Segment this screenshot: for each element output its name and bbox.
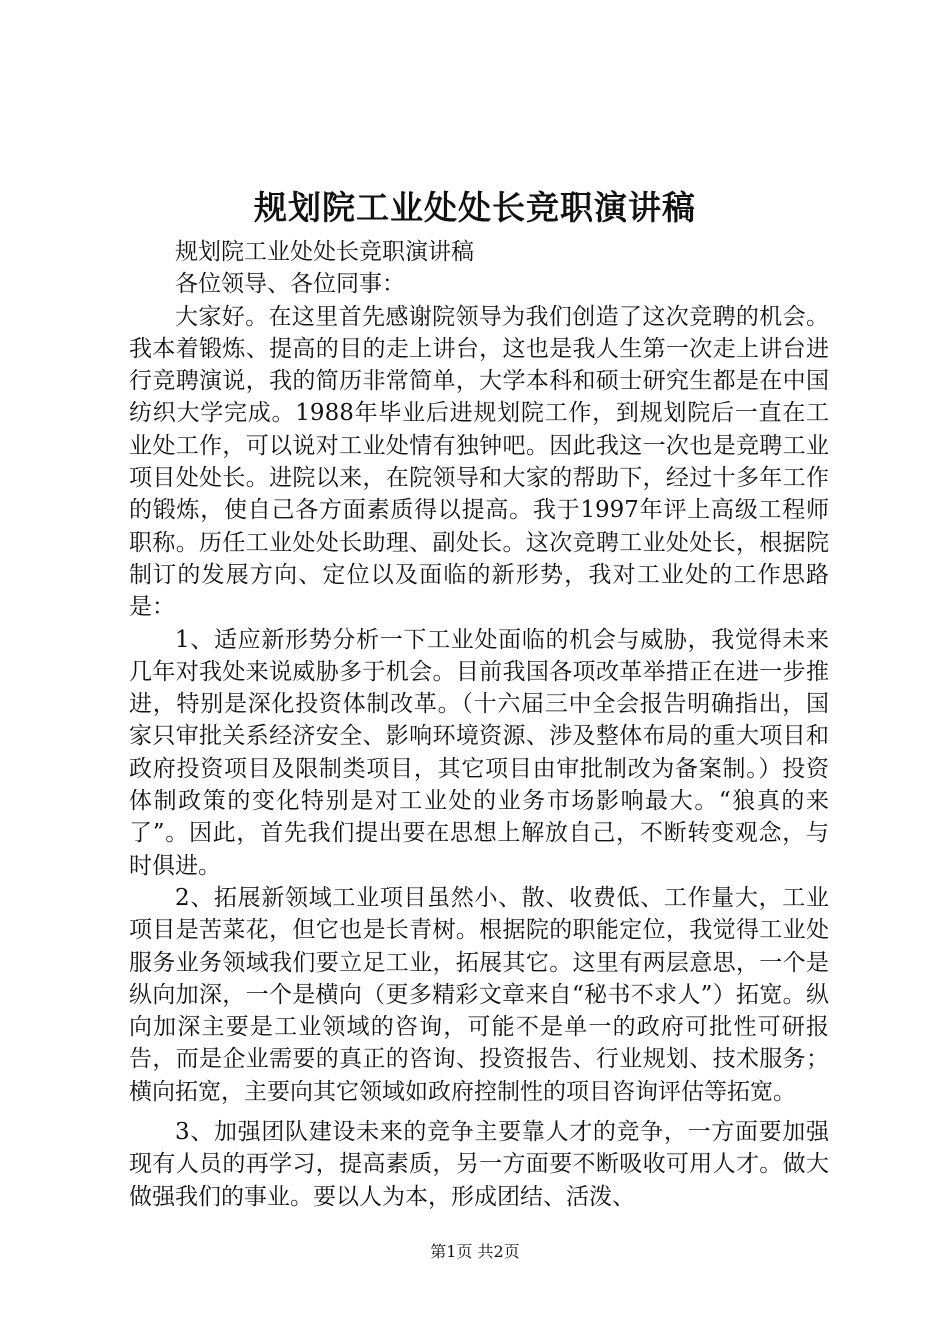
paragraph-subtitle: 规划院工业处处长竞职演讲稿 [175,239,474,265]
paragraph-salutation: 各位领导、各位同事： [175,271,405,298]
page-footer: 第1页 共2页 [430,1242,520,1261]
document-title: 规划院工业处处长竞职演讲稿 [254,188,696,227]
paragraph-point-3: 3、加强团队建设未来的竞争主要靠人才的竞争，一方面要加强现有人员的再学习，提高素质，另一方面要不断吸收可用人才。做大做强我们的事业。要以人为本，形成团结、活泼、 [129,1119,829,1210]
paragraph-point-1: 1、适应新形势分析一下工业处面临的机会与威胁，我觉得未来几年对我处来说威胁多于机会。目前我国各项改革举措正在进一步推进，特别是深化投资体制改革。（十六届三中全会报告明确指出，国家只审批关系经济安全、影响环境资源、涉及整体布局的重大项目和政府投资项目及限制类项目，其它项目由审批制改为备案制。）投资体制政策的变化特别是对工业处的业务市场影响最大。“狼真的来了”。因此，首先我们提出要在思想上解放自己，不断转变观念，与时俱进。 [129,626,829,879]
document-body [129,236,829,1213]
paragraph-point-2: 2、拓展新领域工业项目虽然小、散、收费低、工作量大，工业项目是苦菜花，但它也是长青树。根据院的职能定位，我觉得工业处服务业务领域我们要立足工业，拓展其它。这里有两层意思，一个是纵向加深，一个是横向（更多精彩文章来自“秘书不求人”）拓宽。纵向加深主要是工业领域的咨询，可能不是单一的政府可批性可研报告，而是企业需要的真正的咨询、投资报告、行业规划、技术服务；横向拓宽，主要向其它领域如政府控制性的项目咨询评估等拓宽。 [129,884,829,1105]
paragraph-intro: 大家好。在这里首先感谢院领导为我们创造了这次竞聘的机会。我本着锻炼、提高的目的走上讲台，这也是我人生第一次走上讲台进行竞聘演说，我的简历非常简单，大学本科和硕士研究生都是在中国纺织大学完成。1988年毕业后进规划院工作，到规划院后一直在工业处工作，可以说对工业处情有独钟吧。因此我这一次也是竞聘工业项目处处长。进院以来，在院领导和大家的帮助下，经过十多年工作的锻炼，使自己各方面素质得以提高。我于1997年评上高级工程师职称。历任工业处处长助理、副处长。这次竞聘工业处处长，根据院制订的发展方向、定位以及面临的新形势，我对工业处的工作思路是： [129,303,829,621]
